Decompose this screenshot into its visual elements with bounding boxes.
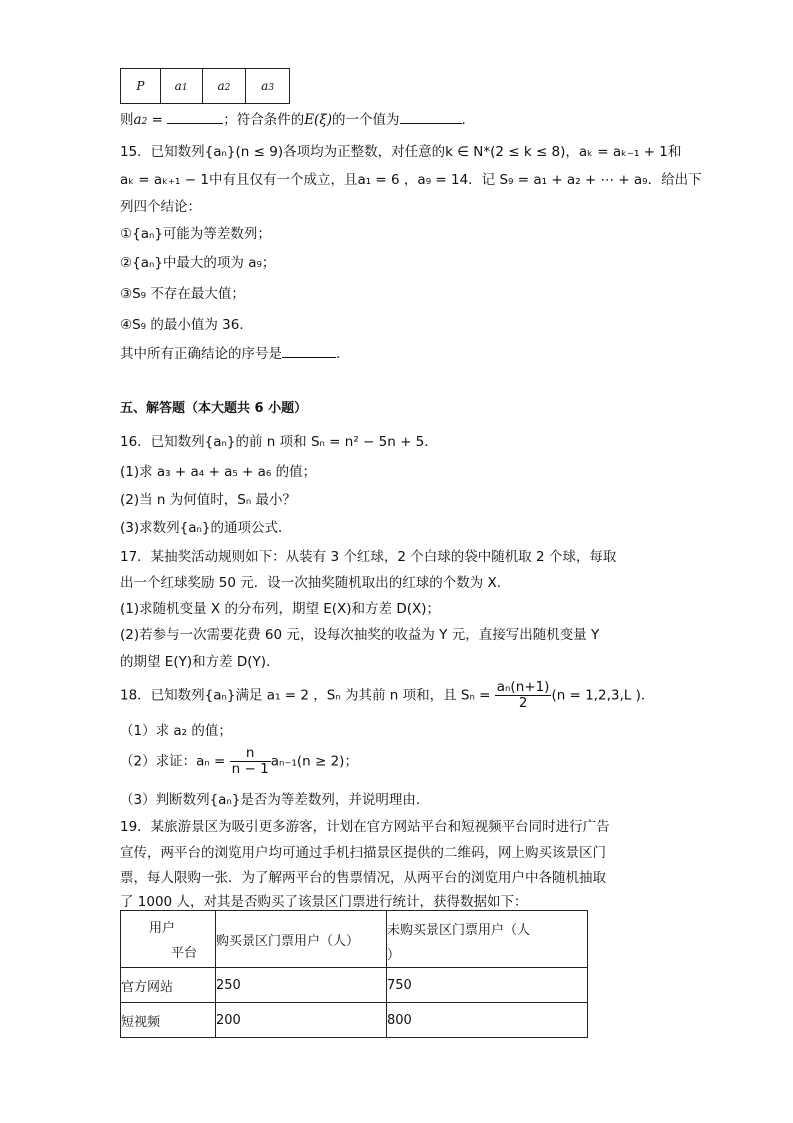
q18-p2-den: n − 1 — [231, 760, 269, 777]
q16-stem: 16．已知数列{aₙ}的前 n 项和 Sₙ = n² − 5n + 5． — [120, 434, 438, 450]
prob-cell-a3: a3 — [246, 69, 290, 104]
platform-cell: 短视频 — [121, 1003, 216, 1038]
header-nobuy-line2: ） — [387, 948, 401, 963]
q14-middle: ；符合条件的 — [223, 112, 305, 128]
q18-p2-end: aₙ₋₁(n ≥ 2)； — [270, 753, 358, 770]
table-row — [121, 968, 588, 1003]
nobuy-cell: 750 — [387, 968, 588, 1003]
q14-end: . — [461, 112, 466, 128]
table-row — [121, 69, 290, 104]
nobuy-cell: 800 — [387, 1003, 588, 1038]
q17-part-2b: 的期望 E(Y)和方差 D(Y)． — [120, 654, 280, 670]
header-user: 用户 — [149, 921, 176, 936]
ticket-stats-table — [120, 910, 588, 1038]
q17-part-2a: (2)若参与一次需要花费 60 元，设每次抽奖的收益为 Y 元，直接写出随机变量 Y — [120, 627, 600, 643]
probability-table — [120, 68, 290, 104]
q17-part-1: (1)求随机变量 X 的分布列，期望 E(X)和方差 D(X)； — [120, 601, 441, 617]
q14-var: a — [133, 112, 142, 128]
q18-stem-start: 18．已知数列{aₙ}满足 a₁ = 2 ，Sₙ 为其前 n 项和，且 Sₙ = — [120, 687, 495, 704]
q14-answer-line — [120, 108, 466, 128]
q15-conclusion-1: ①{aₙ}可能为等差数列； — [120, 226, 271, 242]
buy-cell: 250 — [216, 968, 387, 1003]
q15-ask-end: . — [336, 346, 341, 362]
q14-prefix: 则 — [120, 112, 134, 128]
q14-expectation: E(ξ) — [304, 112, 333, 128]
q18-fraction — [495, 680, 552, 711]
table-row — [121, 1003, 588, 1038]
q15-ask-text: 其中所有正确结论的序号是 — [120, 346, 282, 362]
q15-conclusion-3: ③S₉ 不存在最大值； — [120, 286, 245, 302]
q16-part-2: (2)当 n 为何值时，Sₙ 最小？ — [120, 492, 297, 508]
q18-frac-num: aₙ(n+1) — [496, 679, 550, 695]
q19-line3: 票，每人限购一张．为了解两平台的售票情况，从两平台的浏览用户中各随机抽取 — [120, 870, 606, 886]
q17-line1: 17．某抽奖活动规则如下：从装有 3 个红球，2 个白球的袋中随机取 2 个球，每取 — [120, 549, 617, 565]
q15-conclusion-4: ④S₉ 的最小值为 36． — [120, 317, 253, 333]
q18-p2-fraction — [230, 746, 271, 777]
q18-frac-den: 2 — [518, 694, 528, 711]
q14-eq: = — [147, 112, 168, 128]
section-title: 五、解答题（本大题共 6 小题） — [120, 401, 308, 416]
q15-ask — [120, 342, 340, 362]
q15-line1: 15．已知数列{aₙ}(n ≤ 9)各项均为正整数，对任意的k ∈ N*(2 ≤ k ≤ 8)，aₖ = aₖ₋₁ + 1和 — [120, 144, 682, 160]
table-header-row — [121, 911, 588, 968]
q15-conclusion-2: ②{aₙ}中最大的项为 a₉； — [120, 255, 276, 271]
q18-part-3: （3）判断数列{aₙ}是否为等差数列，并说明理由. — [120, 792, 421, 808]
q18-stem-end: (n = 1,2,3,L )． — [551, 687, 655, 704]
header-corner-cell — [121, 911, 216, 968]
platform-cell: 官方网站 — [121, 968, 216, 1003]
header-platform: 平台 — [171, 946, 198, 961]
q15-answer-blank[interactable] — [282, 345, 336, 358]
q18-part-1: （1）求 a₂ 的值； — [120, 723, 232, 739]
prob-cell-a1: a1 — [160, 69, 202, 104]
q18-p2-num: n — [230, 746, 271, 762]
q17-line2: 出一个红球奖励 50 元．设一次抽奖随机取出的红球的个数为 X. — [120, 575, 502, 591]
prob-cell-p: P — [121, 69, 161, 104]
q19-line1: 19．某旅游景区为吸引更多游客，计划在官方网站平台和短视频平台同时进行广告 — [120, 819, 610, 835]
q15-line2: aₖ = aₖ₊₁ − 1中有且仅有一个成立，且a₁ = 6 ，a₉ = 14．记 S₉ = a₁ + a₂ + ⋯ + a₉．给出下 — [120, 172, 702, 188]
q14-blank-2[interactable] — [400, 111, 462, 124]
q19-line2: 宣传，两平台的浏览用户均可通过手机扫描景区提供的二维码，网上购买该景区门 — [120, 845, 606, 861]
q14-sub: 2 — [141, 117, 148, 127]
q14-suffix: 的一个值为 — [332, 112, 400, 128]
buy-cell: 200 — [216, 1003, 387, 1038]
q18-part-2 — [120, 746, 358, 777]
header-nobuy-line1: 未购买景区门票用户（人 — [387, 923, 531, 938]
q18-p2-start: （2）求证：aₙ = — [120, 753, 230, 770]
prob-cell-a2: a2 — [202, 69, 246, 104]
q18-stem — [120, 680, 654, 711]
q15-line3: 列四个结论： — [120, 199, 201, 215]
header-buy: 购买景区门票用户（人） — [216, 911, 387, 968]
q16-part-3: (3)求数列{aₙ}的通项公式． — [120, 520, 292, 536]
q14-blank-1[interactable] — [167, 111, 223, 124]
q19-line4: 了 1000 人，对其是否购买了该景区门票进行统计，获得数据如下： — [120, 894, 528, 910]
header-nobuy — [387, 911, 588, 968]
q16-part-1: (1)求 a₃ + a₄ + a₅ + a₆ 的值； — [120, 464, 317, 480]
